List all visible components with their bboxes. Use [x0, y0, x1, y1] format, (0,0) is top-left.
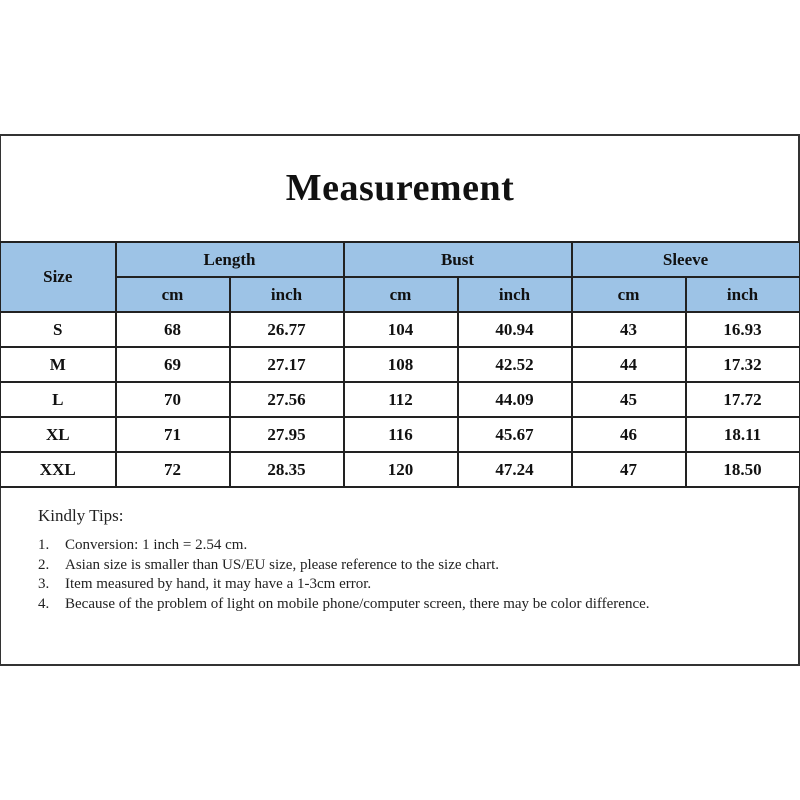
cell-size: XXL	[1, 452, 116, 487]
tips-list	[38, 536, 705, 614]
page-title: Measurement	[285, 167, 515, 209]
header-sleeve: Sleeve	[572, 242, 800, 277]
cell-value: 26.77	[230, 312, 344, 347]
tip-text: Because of the problem of light on mobile phone/computer screen, there may be color difference.	[65, 595, 650, 612]
header-unit: inch	[686, 277, 800, 312]
cell-value: 17.72	[686, 382, 800, 417]
header-unit: cm	[572, 277, 686, 312]
cell-value: 27.95	[230, 417, 344, 452]
tip-text: Asian size is smaller than US/EU size, please reference to the size chart.	[65, 556, 499, 573]
cell-value: 44	[572, 347, 686, 382]
cell-value: 42.52	[458, 347, 572, 382]
cell-value: 40.94	[458, 312, 572, 347]
cell-value: 104	[344, 312, 458, 347]
cell-value: 70	[116, 382, 230, 417]
cell-value: 46	[572, 417, 686, 452]
tip-item	[38, 556, 705, 576]
cell-value: 112	[344, 382, 458, 417]
cell-value: 16.93	[686, 312, 800, 347]
cell-value: 18.50	[686, 452, 800, 487]
tip-number: 2.	[38, 556, 50, 573]
cell-value: 47	[572, 452, 686, 487]
cell-value: 47.24	[458, 452, 572, 487]
header-unit: inch	[230, 277, 344, 312]
table-row	[1, 417, 800, 452]
cell-value: 44.09	[458, 382, 572, 417]
table-row	[1, 452, 800, 487]
cell-size: XL	[1, 417, 116, 452]
cell-value: 28.35	[230, 452, 344, 487]
cell-value: 120	[344, 452, 458, 487]
table-header-row-groups	[1, 242, 800, 277]
header-bust: Bust	[344, 242, 572, 277]
table-row	[1, 382, 800, 417]
tip-item	[38, 595, 705, 615]
tips-title: Kindly Tips:	[38, 506, 124, 525]
size-table	[0, 241, 800, 488]
cell-value: 116	[344, 417, 458, 452]
tip-item	[38, 536, 705, 556]
cell-value: 45.67	[458, 417, 572, 452]
table-row	[1, 312, 800, 347]
tip-text: Item measured by hand, it may have a 1-3cm error.	[65, 576, 372, 592]
header-unit: inch	[458, 277, 572, 312]
cell-value: 18.11	[686, 417, 800, 452]
cell-value: 45	[572, 382, 686, 417]
cell-size: S	[1, 312, 116, 347]
cell-value: 17.32	[686, 347, 800, 382]
cell-value: 27.17	[230, 347, 344, 382]
tips-section	[38, 506, 705, 614]
cell-value: 27.56	[230, 382, 344, 417]
cell-value: 68	[116, 312, 230, 347]
table-header-row-units	[1, 277, 800, 312]
header-unit: cm	[344, 277, 458, 312]
cell-size: L	[1, 382, 116, 417]
cell-value: 43	[572, 312, 686, 347]
tip-number: 4.	[38, 595, 50, 612]
tip-number: 3.	[38, 576, 50, 592]
cell-value: 72	[116, 452, 230, 487]
tip-item	[38, 575, 705, 595]
header-length: Length	[116, 242, 344, 277]
cell-value: 71	[116, 417, 230, 452]
tip-number: 1.	[38, 537, 50, 553]
table-row	[1, 347, 800, 382]
cell-value: 108	[344, 347, 458, 382]
tip-text: Conversion: 1 inch = 2.54 cm.	[65, 537, 248, 553]
header-unit: cm	[116, 277, 230, 312]
cell-size: M	[1, 347, 116, 382]
header-size: Size	[1, 242, 116, 312]
cell-value: 69	[116, 347, 230, 382]
